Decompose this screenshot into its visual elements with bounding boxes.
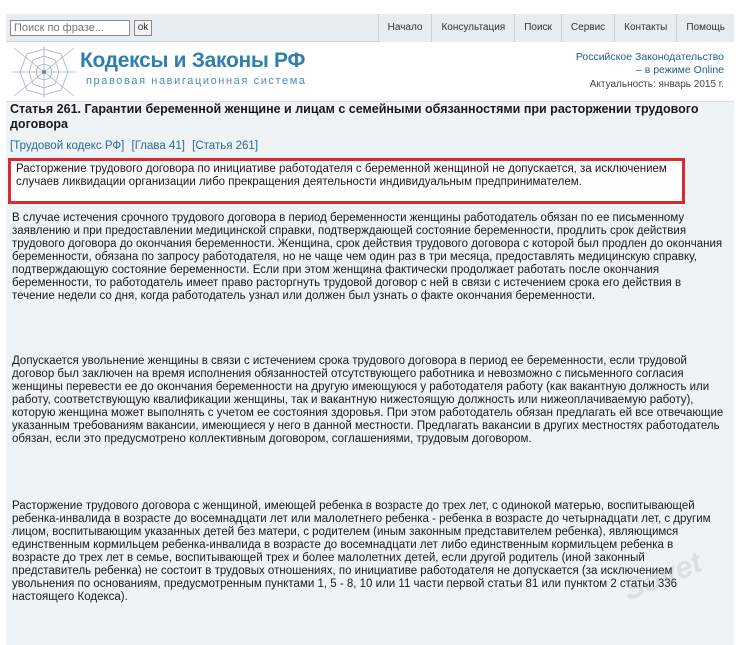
site-header: [6, 42, 734, 102]
article-paragraph-2: Допускается увольнение женщины в связи с истечением срока трудового договора в период ее беременности, если трудовой договор был заключен на время исполнения обязанностей отсутствующего работника и невозможно с письменного согласия женщины перевести ее до окончания беременности на другую имеющуюся у работодателя работу (как вакантную должность или работу, соответствующую квалификации женщины, так и вакантную нижестоящую должность или нижеоплачиваемую работу), которую женщина может выполнять с учетом ее состояния здоровья. При этом работодатель обязан предлагать ей все отвечающие указанным требованиям вакансии, имеющиеся у него в данной местности. Предлагать вакансии в других местностях работодатель обязан, если это предусмотрено коллективным договором, соглашениями, трудовым договором.: [12, 355, 724, 445]
search-input[interactable]: [10, 20, 130, 36]
site-subtitle: правовая навигационная система: [86, 75, 307, 87]
highlighted-paragraph: Расторжение трудового договора по инициативе работодателя с беременной женщиной не допускается, за исключением случаев ликвидации организации либо прекращения деятельности индивидуальным предпринимателем.: [8, 158, 685, 204]
nav-item-home[interactable]: Начало: [378, 14, 432, 42]
main-nav: [378, 14, 734, 42]
spiderweb-logo-icon[interactable]: [12, 46, 76, 98]
breadcrumb: [10, 140, 262, 152]
legal-line-2: – в режиме Online: [635, 64, 724, 76]
article-paragraph-3: Расторжение трудового договора с женщиной, имеющей ребенка в возрасте до трех лет, с одинокой матерью, воспитывающей ребенка-инвалида в возрасте до восемнадцати лет или малолетнего ребенка - ребенка в возрасте до четырнадцати лет, с другим лицом, воспитывающим указанных детей без матери, с родителем (иным законным представителем ребенка), являющимся единственным кормильцем ребенка-инвалида в возрасте до восемнадцати лет либо единственным кормильцем ребенка в возрасте до трех лет в семье, воспитывающей трех и более малолетних детей, если другой родитель (иной законный представитель ребенка) не состоит в трудовых отношениях, по инициативе работодателя не допускается (за исключением увольнения по основаниям, предусмотренным пунктами 1, 5 - 8, 10 или 11 части первой статьи 81 или пунктом 2 статьи 336 настоящего Кодекса).: [12, 500, 711, 603]
top-bar: [6, 14, 734, 42]
article-paragraph-1: В случае истечения срочного трудового договора в период беременности женщины работодатель обязан по ее письменному заявлению и при предоставлении медицинской справки, подтверждающей состояние беременности, продлить срок действия трудового договора до окончания беременности. Женщина, срок действия трудового договора с которой был продлен до окончания беременности, обязана по запросу работодателя, но не чаще чем один раз в три месяца, предоставлять медицинскую справку, подтверждающую состояние беременности. Если при этом женщина фактически продолжает работать после окончания беременности, то работодатель имеет право расторгнуть трудовой договор с ней в связи с истечением срока его действия в течение недели со дня, когда работодатель узнал или должен был узнать о факте окончания беременности.: [12, 212, 723, 302]
article-title: Статья 261. Гарантии беременной женщине и лицам с семейными обязанностями при расторжении трудового договора: [10, 102, 699, 131]
search-ok-button[interactable]: ok: [134, 20, 152, 36]
actuality-date: Актуальность: январь 2015 г.: [589, 79, 724, 90]
legal-line-1: Российское Законодательство: [575, 51, 724, 63]
nav-item-consultation[interactable]: Консультация: [431, 14, 514, 42]
breadcrumb-chapter[interactable]: [Глава 41]: [131, 140, 185, 152]
site-title[interactable]: Кодексы и Законы РФ: [80, 49, 306, 72]
page: [6, 14, 734, 645]
breadcrumb-article[interactable]: [Статья 261]: [192, 140, 259, 152]
nav-item-search[interactable]: Поиск: [514, 14, 561, 42]
nav-item-service[interactable]: Сервис: [561, 14, 614, 42]
watermark: Sovet: [618, 545, 707, 608]
nav-item-contacts[interactable]: Контакты: [614, 14, 676, 42]
article-content: [6, 102, 734, 645]
breadcrumb-code[interactable]: [Трудовой кодекс РФ]: [10, 140, 125, 152]
nav-item-help[interactable]: Помощь: [676, 14, 734, 42]
